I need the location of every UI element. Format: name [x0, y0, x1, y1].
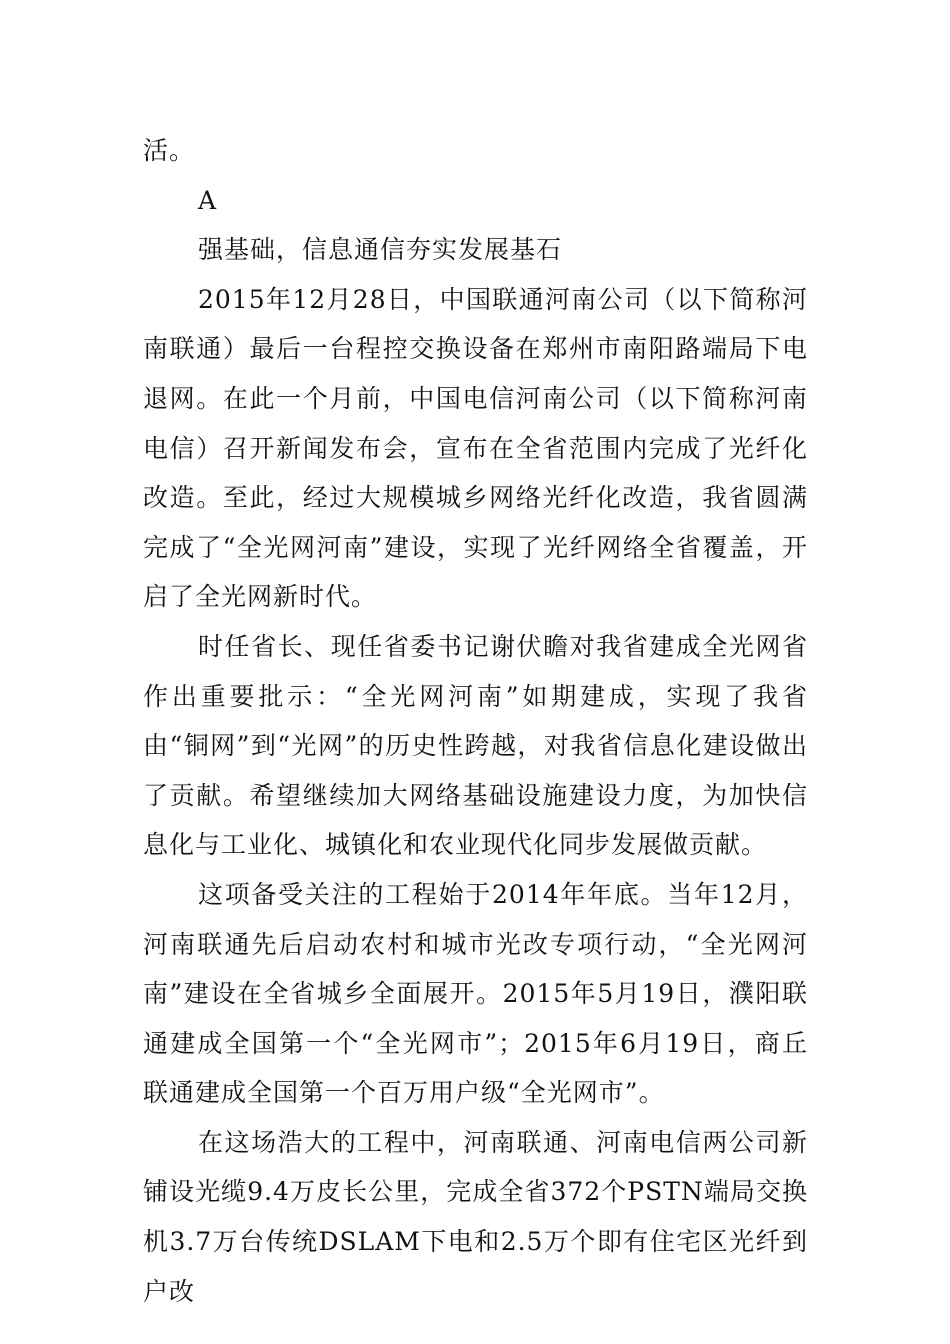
- paragraph: 2015年12月28日，中国联通河南公司（以下简称河南联通）最后一台程控交换设备在郑州市南阳路端局下电退网。在此一个月前，中国电信河南公司（以下简称河南电信）召开新闻发布会，宣布在全省范围内完成了光纤化改造。至此，经过大规模城乡网络光纤化改造，我省圆满完成了“全光网河南”建设，实现了光纤网络全省覆盖，开启了全光网新时代。: [143, 284, 808, 612]
- paragraph: 在这场浩大的工程中，河南联通、河南电信两公司新铺设光缆9.4万皮长公里，完成全省372个PSTN端局交换机3.7万台传统DSLAM下电和2.5万个即有住宅区光纤到户改: [143, 1127, 808, 1306]
- paragraph: A: [198, 185, 218, 215]
- section-heading: 强基础，信息通信夯实发展基石: [198, 235, 563, 265]
- body-text: [143, 126, 808, 1316]
- paragraph: 时任省长、现任省委书记谢伏瞻对我省建成全光网省作出重要批示：“全光网河南”如期建成，实现了我省由“铜网”到“光网”的历史性跨越，对我省信息化建设做出了贡献。希望继续加大网络基础设施建设力度，为加快信息化与工业化、城镇化和农业现代化同步发展做贡献。: [143, 631, 808, 860]
- paragraph: 活。: [143, 136, 196, 165]
- paragraph: 这项备受关注的工程始于2014年年底。当年12月，河南联通先后启动农村和城市光改专项行动，“全光网河南”建设在全省城乡全面展开。2015年5月19日，濮阳联通建成全国第一个“全光网市”；2015年6月19日，商丘联通建成全国第一个百万用户级“全光网市”。: [143, 879, 808, 1108]
